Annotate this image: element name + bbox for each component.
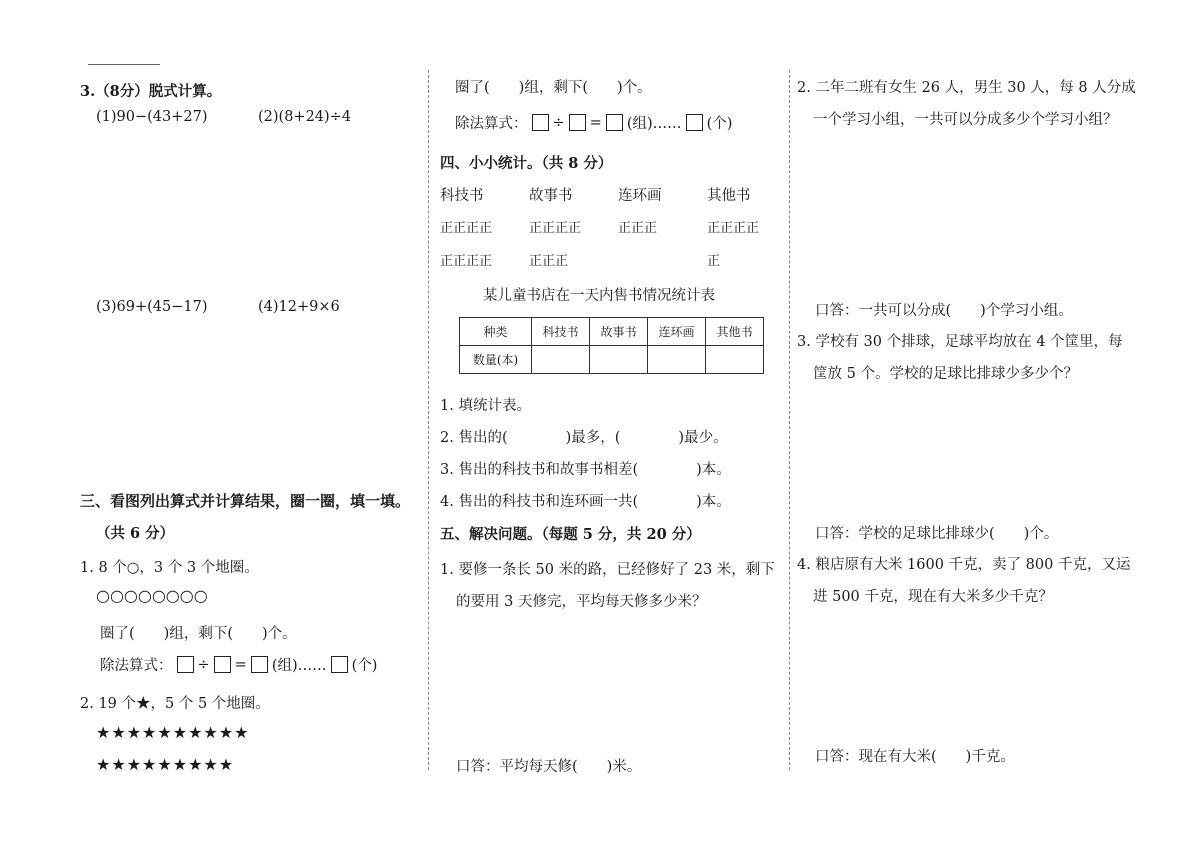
star-row-2: ★★★★★★★★★ [96, 755, 235, 774]
s3-line2: 筐放 5 个。学校的足球比排球少多少个？ [813, 366, 1078, 382]
table-row [460, 346, 764, 374]
column-divider-right [789, 70, 790, 770]
answer-box[interactable] [686, 114, 703, 131]
stat-q1: 1. 填统计表。 [440, 398, 531, 414]
tally-comic-1: 正正正 [618, 221, 658, 236]
s4-answer: 口答：现在有大米( )千克。 [815, 749, 1015, 765]
tally-science-2: 正正正正 [440, 254, 493, 269]
calc-1: (1)90−(43+27) [96, 109, 208, 125]
column-divider-left [428, 70, 429, 770]
group-unit: (组)…… [626, 116, 682, 132]
header-cell: 种类 [460, 318, 532, 346]
table-header-row [460, 318, 764, 346]
calc-2: (2)(8+24)÷4 [258, 109, 352, 125]
blank-cell[interactable] [648, 346, 706, 374]
answer-box[interactable] [569, 114, 586, 131]
group-unit: (组)…… [271, 658, 327, 674]
s2-line2: 一个学习小组，一共可以分成多少个学习小组？ [813, 112, 1118, 128]
stat-q2: 2. 售出的( )最多，( )最少。 [440, 430, 728, 446]
row-label: 数量(本) [460, 346, 532, 374]
tally-science-1: 正正正正 [440, 221, 493, 236]
item-unit: (个) [351, 658, 378, 674]
category-story: 故事书 [529, 188, 573, 204]
p2-division-formula [455, 112, 732, 133]
q3-title: 3.（8分）脱式计算。 [80, 83, 222, 100]
tally-story-1: 正正正正 [529, 221, 582, 236]
header-cell: 故事书 [590, 318, 648, 346]
item-unit: (个) [706, 116, 733, 132]
answer-box[interactable] [606, 114, 623, 131]
section3-points: （共 6 分） [96, 525, 175, 542]
p1-title: 1. 8 个○，3 个 3 个地圈。 [80, 560, 259, 576]
tally-other-1: 正正正正 [707, 221, 760, 236]
header-cell: 其他书 [706, 318, 764, 346]
s2-line1: 2. 二年二班有女生 26 人，男生 30 人，每 8 人分成 [797, 80, 1136, 96]
equals-sign: = [234, 656, 247, 673]
p2-fill: 圈了( )组，剩下( )个。 [455, 80, 652, 96]
circle-row: ○○○○○○○○ [96, 586, 208, 605]
s4-line1: 4. 粮店原有大米 1600 千克，卖了 800 千克，又运 [797, 557, 1131, 573]
section3-title: 三、看图列出算式并计算结果，圈一圈，填一填。 [80, 492, 411, 510]
calc-4: (4)12+9×6 [258, 299, 340, 315]
category-science: 科技书 [440, 188, 484, 204]
stat-q3: 3. 售出的科技书和故事书相差( )本。 [440, 462, 731, 478]
blank-cell[interactable] [706, 346, 764, 374]
calc-3: (3)69+(45−17) [96, 299, 208, 315]
header-rule [88, 64, 160, 65]
s1-line1: 1. 要修一条长 50 米的路，已经修好了 23 米，剩下 [440, 562, 775, 578]
p2-title: 2. 19 个★，5 个 5 个地圈。 [80, 696, 270, 712]
s1-answer: 口答：平均每天修( )米。 [456, 759, 642, 775]
stat-q4: 4. 售出的科技书和连环画一共( )本。 [440, 494, 731, 510]
section5-title: 五、解决问题。（每题 5 分，共 20 分） [440, 526, 701, 543]
section4-title: 四、小小统计。（共 8 分） [440, 155, 613, 172]
star-row-1: ★★★★★★★★★★ [96, 723, 250, 742]
table-title: 某儿童书店在一天内售书情况统计表 [483, 288, 715, 304]
divide-sign: ÷ [552, 114, 565, 131]
s2-answer: 口答：一共可以分成( )个学习小组。 [815, 303, 1073, 319]
header-cell: 连环画 [648, 318, 706, 346]
header-cell: 科技书 [532, 318, 590, 346]
formula-label: 除法算式： [100, 658, 173, 674]
blank-cell[interactable] [532, 346, 590, 374]
answer-box[interactable] [177, 656, 194, 673]
s4-line2: 进 500 千克，现在有大米多少千克？ [813, 589, 1053, 605]
formula-label: 除法算式： [455, 116, 528, 132]
tally-story-2: 正正正 [529, 254, 569, 269]
category-other: 其他书 [707, 188, 751, 204]
answer-box[interactable] [532, 114, 549, 131]
answer-box[interactable] [331, 656, 348, 673]
divide-sign: ÷ [197, 656, 210, 673]
equals-sign: = [589, 114, 602, 131]
tally-other-2: 正 [707, 254, 721, 269]
answer-box[interactable] [251, 656, 268, 673]
category-comic: 连环画 [618, 188, 662, 204]
statistics-table [459, 317, 764, 374]
s3-line1: 3. 学校有 30 个排球，足球平均放在 4 个筐里，每 [797, 334, 1123, 350]
s3-answer: 口答：学校的足球比排球少( )个。 [815, 526, 1059, 542]
blank-cell[interactable] [590, 346, 648, 374]
p1-division-formula [100, 654, 377, 675]
s1-line2: 的要用 3 天修完，平均每天修多少米？ [456, 594, 707, 610]
answer-box[interactable] [214, 656, 231, 673]
p1-fill: 圈了( )组，剩下( )个。 [100, 626, 297, 642]
